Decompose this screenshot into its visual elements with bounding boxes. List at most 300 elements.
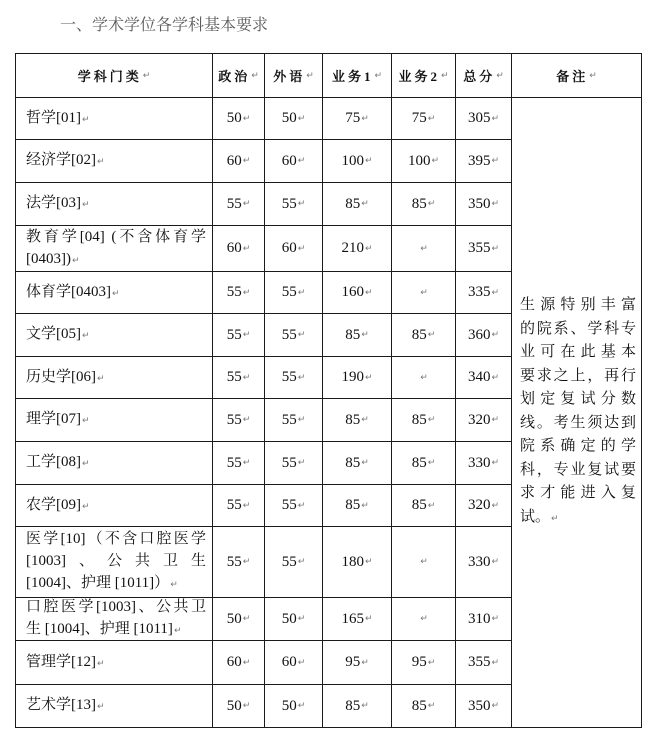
subject-1-score	[323, 598, 392, 641]
header-foreign-language	[265, 54, 323, 98]
subject-2-score	[392, 98, 456, 140]
paragraph-mark-icon: ↵	[491, 557, 500, 567]
paragraph-mark-icon: ↵	[242, 458, 251, 468]
subject-2-score	[392, 527, 456, 598]
politics-score	[213, 272, 265, 314]
total-score	[456, 357, 512, 399]
paragraph-mark-icon: ↵	[361, 500, 369, 511]
foreign-language-score-value: 50	[281, 110, 297, 126]
paragraph-mark-icon: ↵	[297, 657, 306, 668]
foreign-language-score-value: 55	[281, 553, 297, 570]
paragraph-mark-icon: ↵	[97, 658, 105, 669]
total-score-value: 335	[467, 284, 491, 300]
paragraph-mark-icon: ↵	[420, 557, 428, 567]
total-score	[456, 442, 512, 485]
category-text: 理学[07]	[26, 411, 81, 427]
subject-1-score-value: 95	[345, 654, 361, 670]
paragraph-mark-icon: ↵	[242, 156, 251, 166]
subject-1-score	[323, 272, 392, 314]
total-score	[456, 485, 512, 527]
paragraph-mark-icon: ↵	[242, 701, 251, 711]
total-score-value: 355	[467, 240, 491, 256]
paragraph-mark-icon: ↵	[297, 372, 306, 383]
paragraph-mark-icon: ↵	[242, 372, 251, 383]
category-line	[26, 366, 206, 390]
subject-1-score-value: 85	[345, 411, 361, 428]
subject-1-score-value: 165	[341, 610, 364, 627]
subject-2-score	[392, 442, 456, 485]
category-text: 生 [1004]、护理 [1011]	[26, 621, 173, 637]
column-header-label: 业务2	[398, 69, 440, 84]
foreign-language-score	[265, 98, 323, 140]
paragraph-mark-icon: ↵	[361, 701, 369, 711]
category-line	[26, 408, 206, 432]
paragraph-mark-icon: ↵	[251, 70, 259, 81]
subject-2-score	[392, 314, 456, 357]
paragraph-mark-icon: ↵	[82, 459, 90, 469]
category-text: 哲学[01]	[26, 109, 81, 126]
paragraph-mark-icon: ↵	[297, 113, 306, 124]
category-cell	[16, 314, 213, 357]
paragraph-mark-icon: ↵	[427, 500, 436, 511]
politics-score	[213, 399, 265, 442]
notes-line: 科，专业复试要	[520, 461, 636, 478]
header-notes	[512, 54, 642, 98]
politics-score-value: 55	[226, 369, 242, 385]
paragraph-mark-icon: ↵	[491, 287, 500, 298]
foreign-language-score	[265, 485, 323, 527]
paragraph-mark-icon: ↵	[297, 415, 306, 425]
paragraph-mark-icon: ↵	[491, 458, 500, 468]
section-heading: 一、学术学位各学科基本要求	[60, 15, 269, 34]
politics-score	[213, 641, 265, 685]
category-line	[26, 107, 206, 131]
foreign-language-score	[265, 442, 323, 485]
paragraph-mark-icon: ↵	[491, 156, 500, 166]
paragraph-mark-icon: ↵	[242, 657, 251, 668]
subject-1-score	[323, 314, 392, 357]
category-text: [0403])	[26, 250, 71, 267]
category-line	[26, 694, 206, 718]
category-text: 管理学[12]	[26, 653, 96, 670]
total-score-value: 330	[467, 454, 491, 471]
paragraph-mark-icon: ↵	[496, 70, 504, 81]
subject-2-score-value: 85	[411, 195, 427, 212]
foreign-language-score	[265, 685, 323, 728]
total-score	[456, 527, 512, 598]
category-line	[26, 572, 206, 596]
total-score	[456, 226, 512, 272]
paragraph-mark-icon: ↵	[112, 288, 120, 299]
category-text: 经济学[02]	[26, 152, 96, 168]
paragraph-mark-icon: ↵	[242, 243, 251, 254]
paragraph-mark-icon: ↵	[364, 372, 373, 383]
paragraph-mark-icon: ↵	[82, 501, 90, 512]
politics-score-value: 50	[226, 697, 242, 714]
politics-score	[213, 527, 265, 598]
subject-1-score	[323, 357, 392, 399]
foreign-language-score-value: 55	[281, 284, 297, 300]
paragraph-mark-icon: ↵	[491, 243, 500, 254]
total-score-value: 320	[467, 497, 491, 513]
politics-score	[213, 140, 265, 183]
category-text: 法学[03]	[26, 195, 81, 211]
category-cell	[16, 598, 213, 641]
politics-score-value: 55	[226, 553, 242, 570]
category-line	[26, 281, 206, 305]
politics-score	[213, 442, 265, 485]
paragraph-mark-icon: ↵	[82, 200, 90, 210]
politics-score	[213, 485, 265, 527]
header-total	[456, 54, 512, 98]
subject-1-score	[323, 685, 392, 728]
category-line	[26, 651, 206, 675]
header-subject-1	[323, 54, 392, 98]
subject-1-score-value: 100	[341, 152, 364, 169]
category-line	[26, 192, 206, 216]
paragraph-mark-icon: ↵	[361, 330, 369, 340]
subject-1-score	[323, 485, 392, 527]
politics-score	[213, 183, 265, 226]
politics-score-value: 55	[226, 326, 242, 343]
subject-1-score	[323, 140, 392, 183]
subject-1-score-value: 180	[341, 553, 364, 570]
subject-1-score-value: 85	[345, 454, 361, 471]
subject-1-score-value: 160	[341, 284, 364, 300]
notes-line: 求才能进入复	[520, 485, 636, 501]
subject-2-score-value: 85	[411, 697, 427, 714]
paragraph-mark-icon: ↵	[427, 199, 436, 209]
category-line	[26, 494, 206, 518]
notes-cell	[512, 98, 642, 728]
paragraph-mark-icon: ↵	[364, 243, 373, 254]
paragraph-mark-icon: ↵	[420, 372, 428, 383]
paragraph-mark-icon: ↵	[361, 458, 369, 468]
total-score	[456, 98, 512, 140]
politics-score-value: 55	[226, 411, 242, 428]
subject-2-score-value: 100	[407, 152, 431, 169]
paragraph-mark-icon: ↵	[97, 373, 105, 384]
subject-2-score-value: 85	[411, 326, 427, 343]
paragraph-mark-icon: ↵	[589, 70, 597, 81]
paragraph-mark-icon: ↵	[420, 287, 428, 298]
category-cell	[16, 641, 213, 685]
category-cell	[16, 485, 213, 527]
paragraph-mark-icon: ↵	[82, 331, 90, 341]
politics-score-value: 55	[226, 454, 242, 471]
notes-line	[520, 506, 636, 532]
paragraph-mark-icon: ↵	[361, 415, 369, 425]
paragraph-mark-icon: ↵	[297, 156, 306, 166]
subject-2-score-value: 85	[411, 411, 427, 428]
paragraph-mark-icon: ↵	[364, 156, 373, 166]
header-category	[16, 54, 213, 98]
paragraph-mark-icon: ↵	[491, 330, 500, 340]
paragraph-mark-icon: ↵	[427, 415, 436, 425]
paragraph-mark-icon: ↵	[427, 657, 436, 668]
paragraph-mark-icon: ↵	[491, 701, 500, 711]
foreign-language-score	[265, 140, 323, 183]
paragraph-mark-icon: ↵	[242, 557, 251, 567]
paragraph-mark-icon: ↵	[440, 70, 449, 81]
total-score-value: 330	[467, 553, 491, 570]
politics-score	[213, 98, 265, 140]
paragraph-mark-icon: ↵	[427, 330, 436, 340]
category-line: 口腔医学[1003]、公共卫	[26, 599, 206, 615]
paragraph-mark-icon: ↵	[374, 70, 383, 81]
category-cell	[16, 226, 213, 272]
category-line	[26, 149, 206, 173]
politics-score	[213, 314, 265, 357]
notes-line: 要求之上，再行	[520, 367, 636, 384]
category-cell	[16, 685, 213, 728]
paragraph-mark-icon: ↵	[170, 580, 178, 590]
subject-1-score	[323, 183, 392, 226]
category-cell	[16, 140, 213, 183]
foreign-language-score-value: 55	[281, 454, 297, 471]
category-line: 医学[10]（不含口腔医学	[26, 531, 206, 547]
politics-score-value: 60	[226, 152, 242, 169]
politics-score-value: 55	[226, 195, 242, 212]
subject-1-score-value: 85	[345, 195, 361, 212]
politics-score-value: 55	[226, 284, 242, 300]
paragraph-mark-icon: ↵	[297, 243, 306, 254]
subject-1-score-value: 210	[341, 240, 364, 256]
politics-score	[213, 226, 265, 272]
column-header-label: 学科门类	[77, 69, 142, 84]
paragraph-mark-icon: ↵	[491, 199, 500, 209]
category-text: 农学[09]	[26, 496, 81, 513]
foreign-language-score	[265, 641, 323, 685]
foreign-language-score	[265, 272, 323, 314]
subject-1-score-value: 85	[345, 326, 361, 343]
paragraph-mark-icon: ↵	[297, 458, 306, 468]
paragraph-mark-icon: ↵	[297, 557, 306, 567]
total-score	[456, 598, 512, 641]
paragraph-mark-icon: ↵	[242, 287, 251, 298]
subject-2-score	[392, 399, 456, 442]
foreign-language-score	[265, 527, 323, 598]
politics-score-value: 50	[226, 610, 242, 627]
subject-2-score	[392, 641, 456, 685]
paragraph-mark-icon: ↵	[491, 657, 500, 668]
paragraph-mark-icon: ↵	[420, 614, 428, 624]
paragraph-mark-icon: ↵	[297, 701, 306, 711]
paragraph-mark-icon: ↵	[491, 415, 500, 425]
foreign-language-score	[265, 399, 323, 442]
total-score	[456, 641, 512, 685]
paragraph-mark-icon: ↵	[306, 70, 314, 81]
column-header-label: 政治	[218, 69, 251, 84]
total-score	[456, 183, 512, 226]
total-score	[456, 314, 512, 357]
category-line	[26, 323, 206, 347]
paragraph-mark-icon: ↵	[427, 458, 436, 468]
paragraph-mark-icon: ↵	[242, 330, 251, 340]
column-header-label: 业务1	[331, 69, 374, 84]
paragraph-mark-icon: ↵	[420, 243, 428, 254]
subject-2-score-value: 85	[411, 497, 427, 513]
subject-2-score	[392, 357, 456, 399]
column-header-label: 备注	[556, 69, 589, 84]
subject-2-score	[392, 272, 456, 314]
subject-1-score-value: 85	[345, 697, 361, 714]
subject-2-score	[392, 685, 456, 728]
total-score-value: 350	[467, 195, 491, 212]
subject-2-score	[392, 140, 456, 183]
foreign-language-score-value: 60	[281, 654, 297, 670]
foreign-language-score-value: 55	[281, 497, 297, 513]
column-header-label: 外语	[273, 69, 306, 84]
paragraph-mark-icon: ↵	[97, 702, 105, 712]
paragraph-mark-icon: ↵	[551, 513, 559, 524]
column-header-label: 总分	[463, 69, 496, 84]
total-score-value: 360	[467, 326, 491, 343]
foreign-language-score-value: 50	[281, 610, 297, 627]
politics-score-value: 60	[226, 240, 242, 256]
subject-1-score-value: 190	[341, 369, 364, 385]
category-text: 工学[08]	[26, 454, 81, 470]
politics-score-value: 60	[226, 654, 242, 670]
requirements-table	[15, 53, 642, 728]
notes-line: 划定复试分数	[520, 391, 636, 407]
paragraph-mark-icon: ↵	[364, 557, 373, 567]
notes-line: 院系确定的学	[520, 438, 636, 454]
subject-2-score	[392, 226, 456, 272]
subject-1-score	[323, 98, 392, 140]
total-score-value: 320	[467, 411, 491, 428]
header-subject-2	[392, 54, 456, 98]
paragraph-mark-icon: ↵	[297, 199, 306, 209]
politics-score	[213, 598, 265, 641]
subject-2-score-value: 85	[411, 454, 427, 471]
category-text: [1004]、护理 [1011]）	[26, 575, 170, 591]
paragraph-mark-icon: ↵	[242, 500, 251, 511]
total-score-value: 340	[467, 369, 491, 385]
foreign-language-score-value: 55	[281, 411, 297, 428]
total-score	[456, 685, 512, 728]
total-score	[456, 140, 512, 183]
notes-line: 的院系、学科专	[520, 320, 636, 337]
paragraph-mark-icon: ↵	[431, 156, 440, 166]
paragraph-mark-icon: ↵	[242, 199, 251, 209]
politics-score	[213, 357, 265, 399]
category-cell	[16, 98, 213, 140]
paragraph-mark-icon: ↵	[82, 114, 90, 125]
paragraph-mark-icon: ↵	[297, 330, 306, 340]
total-score-value: 395	[467, 152, 491, 169]
category-text: 历史学[06]	[26, 368, 96, 385]
subject-2-score	[392, 183, 456, 226]
category-cell	[16, 183, 213, 226]
subject-1-score-value: 75	[345, 110, 361, 126]
foreign-language-score-value: 60	[281, 152, 297, 169]
category-text: 体育学[0403]	[26, 283, 111, 300]
category-cell	[16, 272, 213, 314]
category-cell	[16, 357, 213, 399]
paragraph-mark-icon: ↵	[364, 614, 373, 624]
subject-2-score	[392, 598, 456, 641]
subject-1-score-value: 85	[345, 497, 361, 513]
total-score-value: 305	[467, 110, 491, 126]
subject-2-score	[392, 485, 456, 527]
paragraph-mark-icon: ↵	[364, 287, 373, 298]
paragraph-mark-icon: ↵	[297, 500, 306, 511]
foreign-language-score-value: 50	[281, 697, 297, 714]
foreign-language-score-value: 55	[281, 369, 297, 385]
foreign-language-score	[265, 226, 323, 272]
category-cell	[16, 442, 213, 485]
foreign-language-score-value: 55	[281, 326, 297, 343]
foreign-language-score-value: 55	[281, 195, 297, 212]
paragraph-mark-icon: ↵	[82, 416, 90, 426]
foreign-language-score	[265, 183, 323, 226]
category-text: 艺术学[13]	[26, 697, 96, 713]
subject-1-score	[323, 226, 392, 272]
paragraph-mark-icon: ↵	[491, 500, 500, 511]
paragraph-mark-icon: ↵	[361, 113, 369, 124]
subject-2-score-value: 75	[411, 110, 427, 126]
paragraph-mark-icon: ↵	[242, 415, 251, 425]
paragraph-mark-icon: ↵	[242, 614, 251, 624]
total-score	[456, 272, 512, 314]
paragraph-mark-icon: ↵	[361, 199, 369, 209]
paragraph-mark-icon: ↵	[173, 626, 182, 636]
category-line: 教育学[04] (不含体育学	[26, 228, 206, 245]
paragraph-mark-icon: ↵	[491, 113, 500, 124]
total-score	[456, 399, 512, 442]
foreign-language-score-value: 60	[281, 240, 297, 256]
paragraph-mark-icon: ↵	[427, 701, 436, 711]
paragraph-mark-icon: ↵	[72, 255, 80, 266]
paragraph-mark-icon: ↵	[297, 287, 306, 298]
total-score-value: 355	[467, 654, 491, 670]
notes-line: 线。考生须达到	[520, 414, 636, 431]
category-line: [1003]、公共卫生	[26, 553, 206, 569]
category-cell	[16, 527, 213, 598]
paragraph-mark-icon: ↵	[491, 614, 500, 624]
notes-text: 试。	[520, 508, 551, 525]
paragraph-mark-icon: ↵	[242, 113, 251, 124]
subject-1-score	[323, 641, 392, 685]
paragraph-mark-icon: ↵	[491, 372, 500, 383]
foreign-language-score	[265, 598, 323, 641]
header-politics	[213, 54, 265, 98]
subject-1-score	[323, 399, 392, 442]
category-line	[26, 451, 206, 475]
paragraph-mark-icon: ↵	[142, 70, 151, 81]
subject-1-score	[323, 527, 392, 598]
subject-1-score	[323, 442, 392, 485]
subject-2-score-value: 95	[411, 654, 427, 670]
politics-score-value: 50	[226, 110, 242, 126]
notes-line: 生源特别丰富	[520, 297, 636, 313]
total-score-value: 310	[467, 610, 491, 627]
paragraph-mark-icon: ↵	[427, 113, 436, 124]
foreign-language-score	[265, 357, 323, 399]
paragraph-mark-icon: ↵	[97, 157, 105, 167]
politics-score-value: 55	[226, 497, 242, 513]
category-text: 文学[05]	[26, 326, 81, 342]
category-line	[26, 618, 206, 641]
paragraph-mark-icon: ↵	[297, 614, 306, 624]
notes-line: 业可在此基本	[520, 344, 636, 360]
paragraph-mark-icon: ↵	[361, 657, 369, 668]
category-line	[26, 248, 206, 272]
foreign-language-score	[265, 314, 323, 357]
politics-score	[213, 685, 265, 728]
total-score-value: 350	[467, 697, 491, 714]
